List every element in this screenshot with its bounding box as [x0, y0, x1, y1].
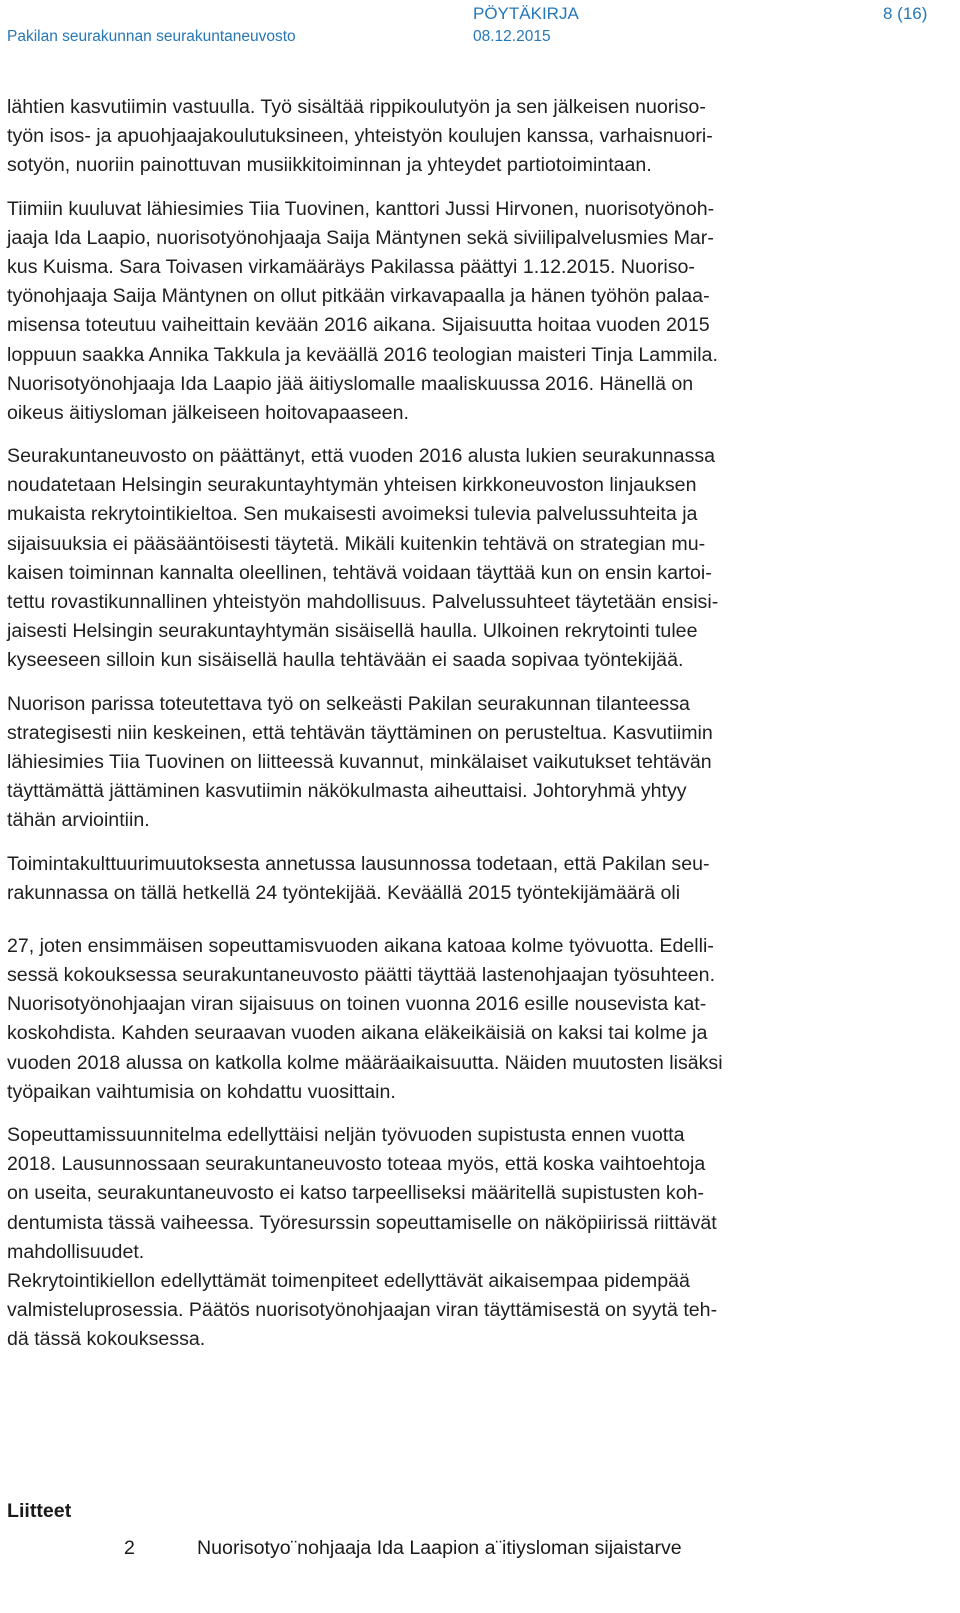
text-line: rakunnassa on tällä hetkellä 24 työntekijää. Keväällä 2015 työntekijämäärä oli: [7, 881, 681, 904]
text-line: dentumista tässä vaiheessa. Työresurssin sopeuttamiselle on näköpiirissä riittävät: [7, 1211, 717, 1234]
text-line: koskohdista. Kahden seuraavan vuoden aikana eläkeikäisiä on kaksi tai kolme ja: [7, 1022, 708, 1045]
text-line: työn isos- ja apuohjaajakoulutuksineen, yhteistyön koulujen kanssa, varhaisnuori-: [7, 125, 713, 148]
attachments-heading: Liitteet: [7, 1500, 72, 1522]
paragraph: [7, 1121, 937, 1355]
text-line: kyseeseen silloin kun sisäisellä haulla tehtävään ei saada sopivaa työntekijää.: [7, 649, 684, 672]
document-type: PÖYTÄKIRJA: [473, 4, 579, 23]
paragraph: [7, 195, 937, 429]
text-line: sijaisuuksia ei pääsääntöisesti täytetä. Mikäli kuitenkin tehtävä on strategian mu-: [7, 532, 706, 555]
paragraph: [7, 93, 937, 181]
attachment-title: Nuorisotyo¨nohjaaja Ida Laapion a¨itiysloman sijaistarve: [197, 1537, 682, 1559]
text-line: 27, joten ensimmäisen sopeuttamisvuoden aikana katoaa kolme työvuotta. Edelli-: [7, 934, 714, 957]
text-line: noudatetaan Helsingin seurakuntayhtymän yhteisen kirkkoneuvoston linjauksen: [7, 474, 697, 497]
attachment-number: 2: [124, 1537, 135, 1559]
page-number: 8 (16): [883, 4, 928, 23]
text-line: kus Kuisma. Sara Toivasen virkamääräys Pakilassa päättyi 1.12.2015. Nuoriso-: [7, 255, 695, 278]
meeting-date: 08.12.2015: [473, 28, 551, 45]
text-line: mukaista rekrytointikieltoa. Sen mukaisesti avoimeksi tulevia palvelussuhteita ja: [7, 503, 698, 526]
text-line: strategisesti niin keskeinen, että tehtävän täyttäminen on perusteltua. Kasvutiimin: [7, 721, 713, 744]
text-line: on useita, seurakuntaneuvosto ei katso tarpeelliseksi määritellä supistusten koh-: [7, 1182, 705, 1205]
text-line: Nuorison parissa toteutettava työ on selkeästi Pakilan seurakunnan tilanteessa: [7, 692, 690, 715]
text-line: tähän arviointiin.: [7, 809, 150, 832]
text-line: Seurakuntaneuvosto on päättänyt, että vuoden 2016 alusta lukien seurakunnassa: [7, 445, 716, 468]
text-line: täyttämättä jättäminen kasvutiimin näkökulmasta aiheuttaisi. Johtoryhmä yhtyy: [7, 780, 687, 803]
text-line: Sopeuttamissuunnitelma edellyttäisi neljän työvuoden supistusta ennen vuotta: [7, 1124, 685, 1146]
text-line: sotyön, nuoriin painottuvan musiikkitoiminnan ja yhteydet partiotoimintaan.: [7, 154, 652, 177]
document-body: [7, 93, 937, 1355]
text-line: Rekrytointikiellon edellyttämät toimenpiteet edellyttävät aikaisempaa pidempää: [7, 1269, 690, 1292]
text-line: 2018. Lausunnossaan seurakuntaneuvosto toteaa myös, että koska vaihtoehtoja: [7, 1153, 706, 1176]
attachment-item: [7, 1537, 937, 1567]
text-line: työpaikan vaihtumisia on kohdattu vuosittain.: [7, 1080, 396, 1103]
organization-name: Pakilan seurakunnan seurakuntaneuvosto: [7, 28, 296, 45]
paragraph: [7, 850, 937, 908]
attachments-section: [7, 1500, 937, 1567]
text-line: Nuorisotyönohjaaja Ida Laapio jää äitiyslomalle maaliskuussa 2016. Hänellä on: [7, 372, 694, 395]
text-line: mahdollisuudet.: [7, 1240, 145, 1263]
text-line: vuoden 2018 alussa on katkolla kolme määräaikaisuutta. Näiden muutosten lisäksi: [7, 1051, 723, 1074]
text-line: loppuun saakka Annika Takkula ja keväällä 2016 teologian maisteri Tinja Lammila.: [7, 343, 718, 366]
text-line: dä tässä kokouksessa.: [7, 1328, 206, 1351]
text-line: Tiimiin kuuluvat lähiesimies Tiia Tuovinen, kanttori Jussi Hirvonen, nuorisotyönoh-: [7, 197, 715, 220]
text-line: jaisesti Helsingin seurakuntayhtymän sisäisellä haulla. Ulkoinen rekrytointi tulee: [7, 620, 698, 643]
text-line: misensa toteutuu vaiheittain kevään 2016 aikana. Sijaisuutta hoitaa vuoden 2015: [7, 314, 710, 337]
text-line: työnohjaaja Saija Mäntynen on ollut pitkään virkavapaalla ja hänen työhön palaa-: [7, 285, 710, 308]
paragraph: [7, 932, 937, 1107]
text-line: lähiesimies Tiia Tuovinen on liitteessä kuvannut, minkälaiset vaikutukset tehtävän: [7, 750, 712, 773]
paragraph: [7, 690, 937, 836]
text-line: oikeus äitiysloman jälkeiseen hoitovapaaseen.: [7, 401, 409, 424]
text-line: Toimintakulttuurimuutoksesta annetussa lausunnossa todetaan, että Pakilan seu-: [7, 852, 710, 875]
text-line: jaaja Ida Laapio, nuorisotyönohjaaja Saija Mäntynen sekä siviilipalvelusmies Mar-: [7, 226, 714, 249]
text-line: kaisen toiminnan kannalta oleellinen, tehtävä voidaan täyttää kun on ensin kartoi-: [7, 561, 712, 584]
text-line: sessä kokouksessa seurakuntaneuvosto päätti täyttää lastenohjaajan työsuhteen.: [7, 964, 716, 987]
text-line: lähtien kasvutiimin vastuulla. Työ sisältää rippikoulutyön ja sen jälkeisen nuoriso-: [7, 96, 706, 118]
text-line: tettu rovastikunnallinen yhteistyön mahdollisuus. Palvelussuhteet täytetään ensisi-: [7, 591, 719, 613]
text-line: valmisteluprosessia. Päätös nuorisotyönohjaajan viran täyttämisestä on syytä teh-: [7, 1299, 718, 1322]
page-header: [7, 0, 947, 60]
text-line: Nuorisotyönohjaajan viran sijaisuus on toinen vuonna 2016 esille nousevista kat-: [7, 993, 707, 1016]
paragraph: [7, 442, 937, 676]
